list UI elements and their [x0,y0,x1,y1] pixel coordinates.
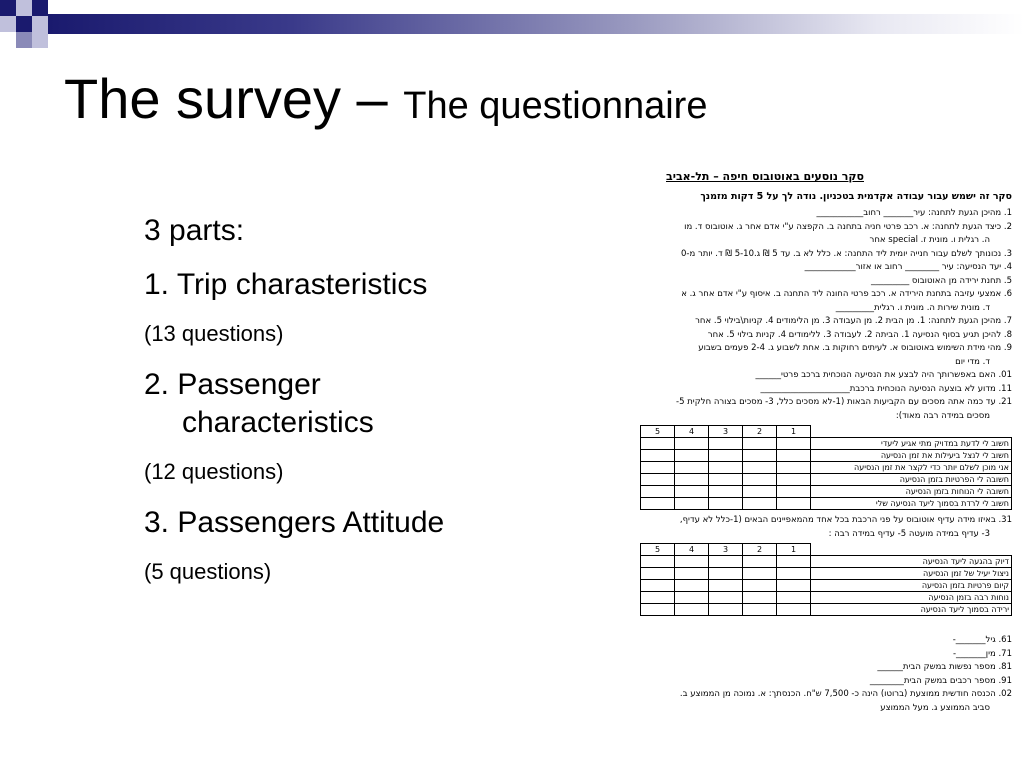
grid-row-label: חשוב לי לנצל ביעילות את זמן הנסיעה [811,450,1012,462]
grid-rating-cell [675,486,709,498]
question-line: ה. רגלית ו. מונית ז. special אחר [869,235,990,245]
grid-rating-cell [743,592,777,604]
grid-row [641,474,1012,486]
grid-header-cell: 2 [743,544,777,556]
decor-square [16,32,32,48]
question-line: 91. מספר רכבים במשק הבית________ [869,675,1012,686]
grid-rating-cell [641,486,675,498]
questionnaire-intro: סקר זה ישמש עבור עבודה אקדמית בטכניון. נודה לך על 5 דקות מזמנך [700,190,1012,202]
grid-rating-cell [743,568,777,580]
grid-rating-cell [641,568,675,580]
questionnaire-title: סקר נוסעים באוטובוס חיפה – תל-אביב [666,170,864,183]
question-line: 2. כיצד הגעת לתחנה: א. רכב פרטי חניה בתחנה ב. הקפצה ע"י אדם אחר ג. אוטובוס ד. מו [684,221,1012,232]
question-line: 3. נכונותך לשלם עבור חנייה יומית ליד התחנה: א. כלל לא ב. עד 5 ₪ ג.5-10 ₪ ד. יותר מ-0 [681,248,1012,259]
grid-row [641,556,1012,568]
grid-rating-cell [675,592,709,604]
rating-grid-1 [640,425,1012,510]
grid-rating-cell [641,450,675,462]
grid-rating-cell [675,438,709,450]
question-line: סביב הממוצע ג. מעל הממוצע [880,702,990,713]
question-line: 8. להיכן תגיע בסוף הנסיעה 1. הביתה 2. לעבודה 3. ללימודים 4. קניות בילוי 5. אחר [707,329,1012,340]
question-line: 7. מהיכן הגעת לתחנה: 1. מן הבית 2. מן העבודה 3. מן הלימודים 4. קניות\בילוי 5. אחר [695,316,1012,326]
grid-rating-cell [777,556,811,568]
grid-row [641,568,1012,580]
grid-rating-cell [675,450,709,462]
grid-rating-cell [777,580,811,592]
grid-rating-cell [641,498,675,510]
grid-rating-cell [743,556,777,568]
grid-rating-cell [777,498,811,510]
bullet-item: (5 questions) [144,559,272,584]
questionnaire-part-2 [616,514,1024,541]
grid-rating-cell [709,474,743,486]
header-gradient-band [48,14,1024,34]
bullet-item: 1. Trip charasteristics [144,268,428,301]
bullet-item: (13 questions) [144,321,284,346]
grid-row-label: קיום פרטיות בזמן הנסיעה [811,580,1012,592]
slide-title [64,66,707,131]
grid-rating-cell [641,592,675,604]
question-line: 3- עדיף במידה מועטה 5- עדיף במידה רבה : [828,528,990,539]
grid-rating-cell [709,592,743,604]
grid-row-label: חשוב לי לדעת במדויק מתי אגיע ליעדי [811,438,1012,450]
question-line: 11. מדוע לא בוצעה הנסיעה הנוכחית ברכבת_____________________ [760,383,1012,394]
grid-row [641,486,1012,498]
grid-rating-cell [743,580,777,592]
grid-header-cell: 1 [777,544,811,556]
question-line: 31. באיזו מידה עדיף אוטובוס על פני הרכבת בכל אחד מהמאפיינים הבאים (1-כלל לא עדיף, [679,515,1012,525]
grid-rating-cell [709,580,743,592]
decorative-header-bar [0,0,1024,48]
grid-rating-cell [777,604,811,616]
grid-rating-cell [743,486,777,498]
grid-header-cell: 4 [675,544,709,556]
grid-row [641,592,1012,604]
grid-header-cell: 5 [641,426,675,438]
decor-square [32,0,48,16]
grid-header-row [641,544,1012,556]
question-line: 81. מספר נפשות במשק הבית______ [877,662,1012,672]
bullet-list [144,212,584,604]
grid-rating-cell [675,498,709,510]
grid-row [641,604,1012,616]
grid-rating-cell [743,604,777,616]
grid-row-label: אני מוכן לשלם יותר כדי לקצר את זמן הנסיעה [811,462,1012,474]
grid-rating-cell [777,462,811,474]
questionnaire-part-3 [616,634,1024,715]
question-line: 01. האם באפשרותך היה לבצע את הנסיעה הנוכחית ברכב פרטי______ [755,370,1012,380]
grid-rating-cell [675,474,709,486]
grid-row-label: חשוב לי לרדת בסמוך ליעד הנסיעה שלי [811,498,1012,510]
grid-rating-cell [675,462,709,474]
grid-rating-cell [743,462,777,474]
grid-header-cell: 1 [777,426,811,438]
grid-rating-cell [709,556,743,568]
grid-rating-cell [709,438,743,450]
question-line: 1. מהיכן הגעת לתחנה: עיר_______ רחוב___________ [816,208,1012,218]
grid-row-label: ירידה בסמוך ליעד הנסיעה [811,604,1012,616]
rating-grid-2 [640,543,1012,616]
grid-rating-cell [709,604,743,616]
grid-header-cell: 4 [675,426,709,438]
bullet-item: 3 parts: [144,214,245,247]
grid-header-cell: 3 [709,544,743,556]
grid-rating-cell [675,580,709,592]
grid-header-cell: 2 [743,426,777,438]
grid-rating-cell [743,474,777,486]
grid-rating-cell [675,556,709,568]
grid-row [641,498,1012,510]
grid-rating-cell [743,438,777,450]
grid-rating-cell [641,580,675,592]
grid-rating-cell [777,450,811,462]
grid-rating-cell [777,592,811,604]
question-line: 5. תחנת ירידה מן האוטובוס _________ [870,275,1012,286]
grid-rating-cell [709,486,743,498]
bullet-item: characteristics [182,406,374,439]
slide-title-main: The survey – [64,67,404,130]
bullet-item: 2. Passenger [144,368,321,401]
grid-rating-cell [675,604,709,616]
grid-rating-cell [641,438,675,450]
grid-rating-cell [641,604,675,616]
grid-rating-cell [743,498,777,510]
bullet-item: (12 questions) [144,459,284,484]
grid-row-label: חשובה לי הפרטיות בזמן הנסיעה [811,474,1012,486]
question-line: מסכים במידה רבה מאוד): [895,410,990,421]
grid-rating-cell [777,568,811,580]
grid-header-cell: 5 [641,544,675,556]
question-line: 6. אמצעי עזיבה בתחנת הירידה א. רכב פרטי החונה ליד התחנה ב. איסוף ע"י אדם אחר ג. א [681,289,1012,299]
decor-square [16,16,32,32]
grid-row-label: דיוק בהגעה ליעד הנסיעה [811,556,1012,568]
grid-row [641,580,1012,592]
grid-header-cell: 3 [709,426,743,438]
slide-title-sub: The questionnaire [403,85,708,127]
grid-rating-cell [743,450,777,462]
grid-rating-cell [709,498,743,510]
questionnaire-part-1 [616,207,1024,423]
question-line: ד. מדי יום [955,356,990,367]
question-line: 21. עד כמה אתה מסכים עם הקביעות הבאות (1-לא מסכים כלל, 3- מסכים בצורה חלקית 5- [676,397,1012,407]
question-line: 9. מהי מידת השימוש באוטובוס א. לעיתים רחוקות ב. אחת לשבוע ג. 2-4 פעמים בשבוע [698,343,1012,353]
grid-header-row [641,426,1012,438]
questionnaire-scan [616,166,1024,768]
grid-row-label: חשובה לי הנוחות בזמן הנסיעה [811,486,1012,498]
grid-rating-cell [641,474,675,486]
question-line: 61. גיל_______- [952,635,1012,645]
decor-square [32,16,48,32]
grid-rating-cell [777,438,811,450]
grid-rating-cell [675,568,709,580]
decor-square [0,16,16,32]
grid-row-label: ניצול יעיל של זמן הנסיעה [811,568,1012,580]
grid-rating-cell [641,556,675,568]
question-line: 4. יעד הנסיעה: עיר ________ רחוב או אזור____________ [804,262,1012,272]
question-line: 02. הכנסה חודשית ממוצעת (ברוטו) הינה כ- 7,500 ש"ח. הכנסתך: א. נמוכה מן הממוצע ב. [679,689,1012,699]
decor-square [0,0,16,16]
grid-rating-cell [641,462,675,474]
grid-rating-cell [709,462,743,474]
decor-square [16,0,32,16]
grid-rating-cell [709,450,743,462]
grid-row [641,438,1012,450]
grid-row [641,450,1012,462]
question-line: ד. מונית שירות ה. מונית ו. רגלית_________ [835,302,990,313]
question-line: 71. מין_______- [952,648,1012,659]
grid-row-label: נוחות רבה בזמן הנסיעה [811,592,1012,604]
grid-rating-cell [777,486,811,498]
grid-rating-cell [777,474,811,486]
decor-square [32,32,48,48]
grid-rating-cell [709,568,743,580]
bullet-item: 3. Passengers Attitude [144,506,445,539]
grid-row [641,462,1012,474]
